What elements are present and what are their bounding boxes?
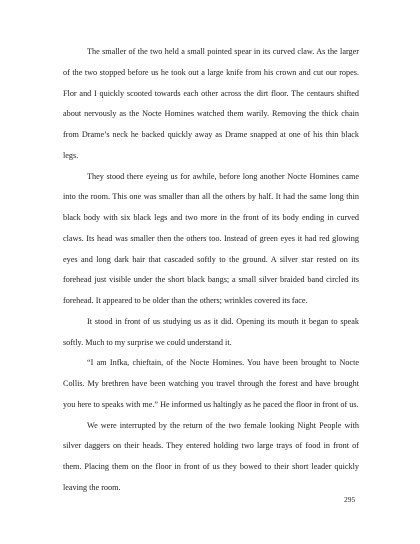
paragraph-2: They stood there eyeing us for awhile, before long another Nocte Homines came into the room. This one was smaller than all the others by half. It had the same long thin black body with six black legs and two more in the front of its body ending in curved claws. Its head was smaller then the others too. Instead of green eyes it had red glowing eyes and long dark hair that cascaded softly to the ground. A silver star rested on its forehead just visible under the short black bangs; a small silver braided band circled its forehead. It appeared to be older than the others; wrinkles covered its face.	[63, 171, 359, 305]
paragraph-3: It stood in front of us studying us as it did. Opening its mouth it began to speak softly. Much to my surprise we could understand it.	[63, 316, 359, 347]
page-number: 295	[344, 495, 356, 504]
paragraph-1: The smaller of the two held a small pointed spear in its curved claw. As the larger of the two stopped before us he took out a large knife from his crown and cut our ropes. Flor and I quickly scooted towards each other across the dirt floor. The centaurs shifted about nervously as the Nocte Homines watched them warily. Removing the thick chain from Drame’s neck he backed quickly away as Drame snapped at one of his thin black legs.	[63, 47, 359, 160]
paragraph-4: “I am Infka, chieftain, of the Nocte Homines. You have been brought to Nocte Collis. My brethren have been watching you travel through the forest and have brought you here to speaks with me.” He informed us haltingly as he paced the floor in front of us.	[63, 358, 359, 409]
body-text	[63, 42, 359, 499]
paragraph-5: We were interrupted by the return of the two female looking Night People with silver daggers on their heads. They entered holding two large trays of food in front of them. Placing them on the floor in front of us they bowed to their short leader quickly leaving the room.	[63, 420, 359, 492]
